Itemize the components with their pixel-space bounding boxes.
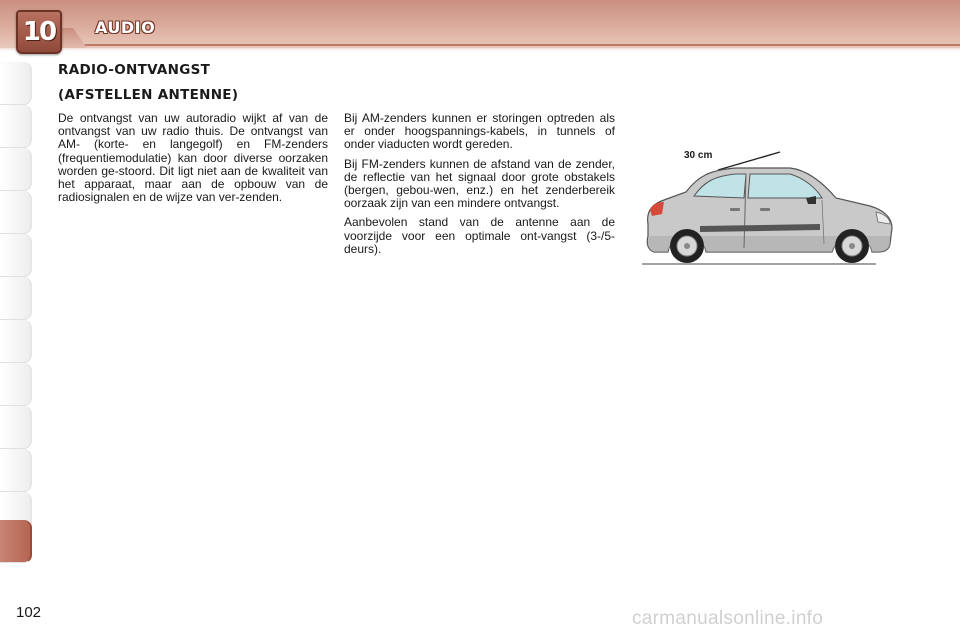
chapter-tabs <box>0 62 32 577</box>
paragraph-reception-intro: De ontvangst van uw autoradio wijkt af van de ontvangst van uw radio thuis. De ontvangst van AM- (korte- en langegolf) en FM-zenders (frequentiemodulatie) kan door diverse oorzaken worden ge-stoord. Dit ligt niet aan de kwaliteit van het apparaat, maar aan de opbouw van de radiosignalen en de wijze van ver-zenden. <box>58 111 328 205</box>
antenna-icon <box>718 152 780 170</box>
chapter-tab-7[interactable] <box>0 320 32 363</box>
chapter-tab-10[interactable] <box>0 449 32 492</box>
car-antenna-illustration <box>640 140 900 270</box>
chapter-tab-8[interactable] <box>0 363 32 406</box>
header-divider <box>70 44 960 46</box>
chapter-tab-2[interactable] <box>0 105 32 148</box>
page-number: 102 <box>16 604 42 621</box>
watermark: carmanualsonline.info <box>632 608 824 629</box>
antenna-length-label: 30 cm <box>684 150 713 161</box>
page-subheading: (AFSTELLEN ANTENNE) <box>58 87 239 103</box>
chapter-tab-3[interactable] <box>0 148 32 191</box>
chapter-tab-4[interactable] <box>0 191 32 234</box>
chapter-tab-6[interactable] <box>0 277 32 320</box>
chapter-tab-9[interactable] <box>0 406 32 449</box>
text-column-left <box>58 112 328 210</box>
paragraph-am-stations: Bij AM-zenders kunnen er storingen optreden als er onder hoogspannings-kabels, in tunnels of onder viaducten wordt gereden. <box>344 111 615 152</box>
front-door-handle <box>760 208 770 211</box>
text-column-right <box>344 112 615 262</box>
paragraph-fm-stations: Bij FM-zenders kunnen de afstand van de zender, de reflectie van het signaal door grote obstakels (bergen, gebou-wen, enz.) en het zenderbereik oorzaak zijn van een mindere ontvangst. <box>344 156 615 211</box>
rear-door-handle <box>730 208 740 211</box>
section-title: AUDIO <box>95 18 156 37</box>
page-heading: RADIO-ONTVANGST <box>58 62 211 78</box>
paragraph-antenna-position: Aanbevolen stand van de antenne aan de voorzijde voor een optimale ont-vangst (3-/5-deurs). <box>344 215 615 256</box>
chapter-number-badge: 10 <box>16 10 62 54</box>
tail-light-icon <box>650 202 664 216</box>
chapter-tab-active[interactable] <box>0 520 32 563</box>
header-shadow <box>0 48 960 51</box>
chapter-tab-5[interactable] <box>0 234 32 277</box>
chapter-tab-1[interactable] <box>0 62 32 105</box>
